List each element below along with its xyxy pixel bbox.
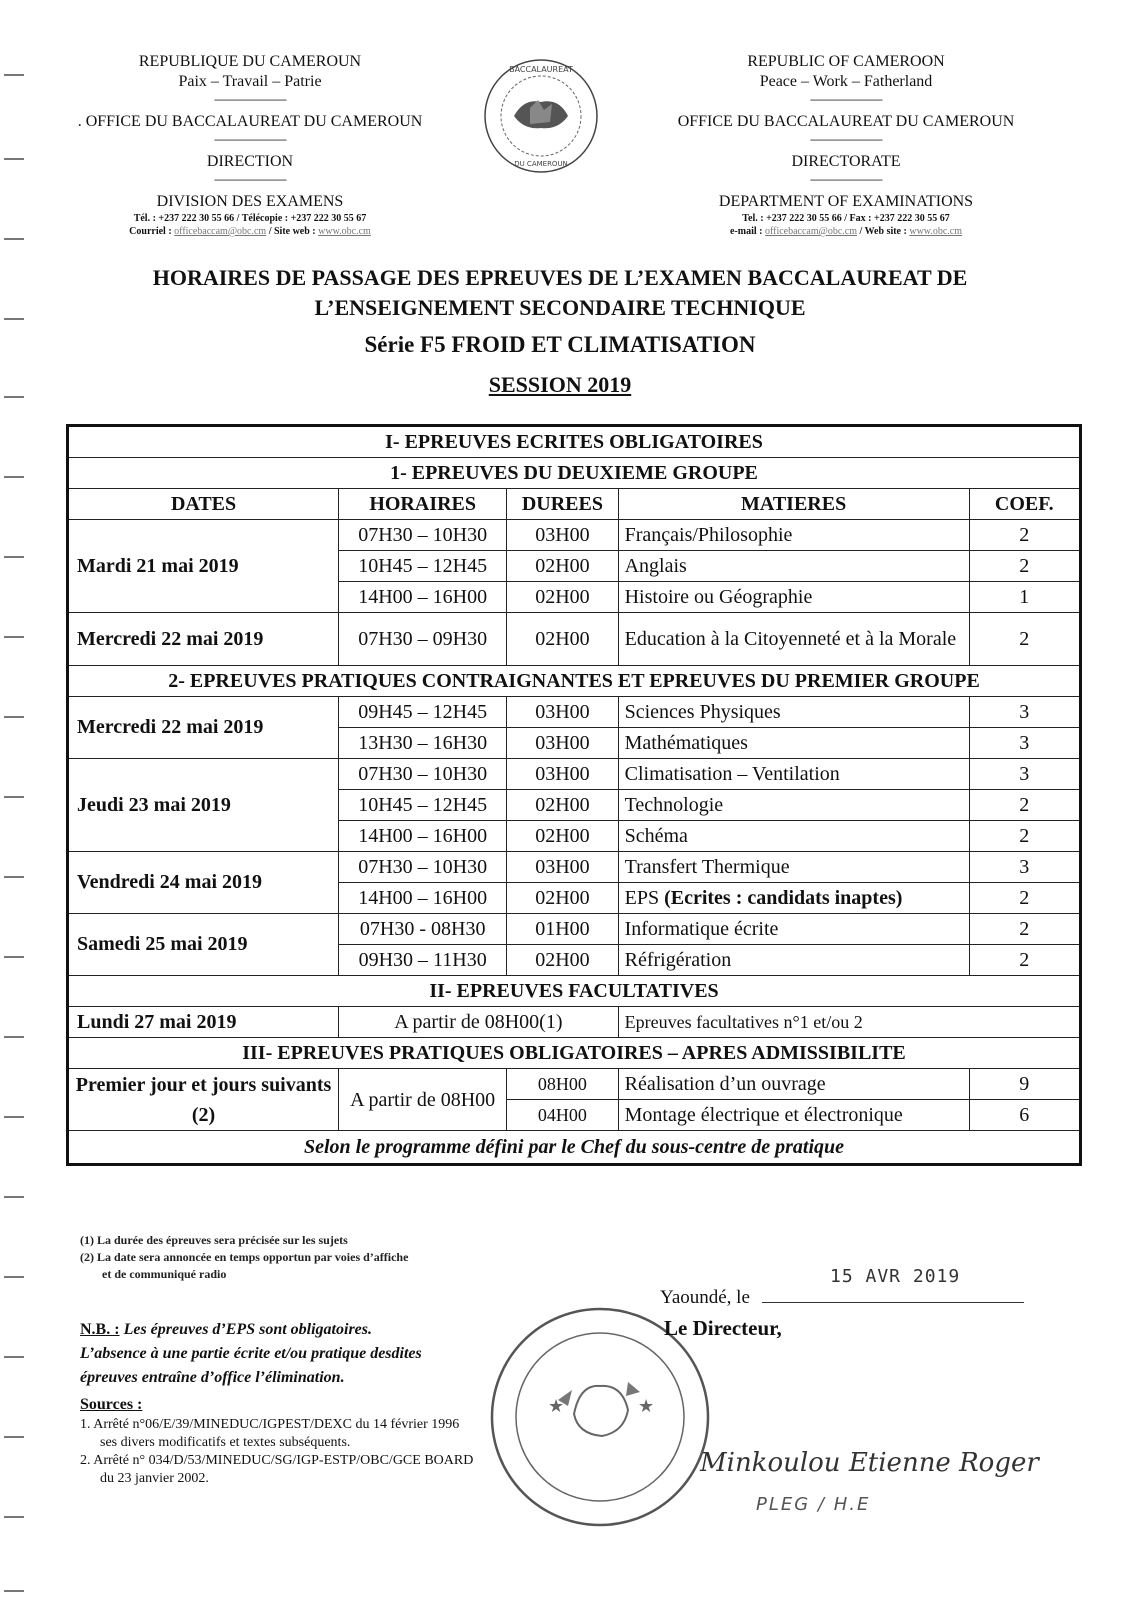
exam-date: Vendredi 24 mai 2019 bbox=[68, 852, 339, 914]
exam-subject: Montage électrique et électronique bbox=[618, 1100, 969, 1131]
exam-subject: Réalisation d’un ouvrage bbox=[618, 1069, 969, 1100]
exam-time: 07H30 – 10H30 bbox=[339, 520, 507, 551]
email-link[interactable]: officebaccam@obc.cm bbox=[764, 226, 858, 237]
nb-line3: épreuves entraîne d’office l’élimination. bbox=[80, 1369, 345, 1386]
exam-date: Premier jour et jours suivants (2) bbox=[68, 1069, 339, 1131]
exam-time: 14H00 – 16H00 bbox=[339, 883, 507, 914]
margin-tick bbox=[4, 636, 24, 638]
margin-tick bbox=[4, 74, 24, 76]
sources-label: Sources : bbox=[80, 1396, 143, 1413]
margin-tick bbox=[4, 1516, 24, 1518]
exam-coef: 3 bbox=[969, 852, 1080, 883]
column-header-matieres: MATIERES bbox=[618, 489, 969, 520]
nb-line2: L’absence à une partie écrite et/ou pratique desdites bbox=[80, 1345, 422, 1362]
exam-duration: 02H00 bbox=[507, 821, 618, 852]
exam-coef: 9 bbox=[969, 1069, 1080, 1100]
exam-subject: Schéma bbox=[618, 821, 969, 852]
margin-tick bbox=[4, 556, 24, 558]
exam-subject bbox=[618, 883, 969, 914]
exam-duration: 03H00 bbox=[507, 697, 618, 728]
exam-coef: 3 bbox=[969, 759, 1080, 790]
exam-time: 14H00 – 16H00 bbox=[339, 821, 507, 852]
exam-date: Lundi 27 mai 2019 bbox=[68, 1007, 339, 1038]
exam-duration: 08H00 bbox=[507, 1069, 618, 1100]
mail-label: Courriel : bbox=[129, 226, 175, 237]
exam-date: Jeudi 23 mai 2019 bbox=[68, 759, 339, 852]
margin-tick bbox=[4, 1356, 24, 1358]
exam-subject: Informatique écrite bbox=[618, 914, 969, 945]
exam-coef: 2 bbox=[969, 821, 1080, 852]
separator: ------------------------ bbox=[810, 172, 882, 186]
exam-time: 07H30 – 10H30 bbox=[339, 759, 507, 790]
office-name-en: OFFICE DU BACCALAUREAT DU CAMEROUN bbox=[677, 113, 1015, 130]
exam-time: 07H30 - 08H30 bbox=[339, 914, 507, 945]
site-label: / Site web : bbox=[266, 226, 319, 237]
source-1-continued: ses divers modificatifs et textes subséquents. bbox=[100, 1435, 351, 1450]
series-title: Série F5 FROID ET CLIMATISATION bbox=[364, 332, 756, 357]
source-2: 2. Arrêté n° 034/D/53/MINEDUC/SG/IGP-ESTP/OBC/GCE BOARD bbox=[80, 1453, 474, 1468]
exam-duration: 02H00 bbox=[507, 551, 618, 582]
exam-duration: 04H00 bbox=[507, 1100, 618, 1131]
exam-subject: Education à la Citoyenneté et à la Morale bbox=[618, 613, 969, 666]
exam-duration: 02H00 bbox=[507, 945, 618, 976]
exam-duration: 02H00 bbox=[507, 883, 618, 914]
column-header-dates: DATES bbox=[68, 489, 339, 520]
exam-time: 09H45 – 12H45 bbox=[339, 697, 507, 728]
date-stamp: 15 AVR 2019 bbox=[830, 1266, 961, 1287]
table-row bbox=[68, 613, 1081, 666]
exam-date: Mercredi 22 mai 2019 bbox=[68, 697, 339, 759]
separator: ------------------------ bbox=[214, 132, 286, 146]
exam-date: Mercredi 22 mai 2019 bbox=[68, 613, 339, 666]
exam-schedule-table bbox=[66, 424, 1082, 1166]
director-title: Le Directeur, bbox=[664, 1316, 782, 1340]
exam-subject: Mathématiques bbox=[618, 728, 969, 759]
contact-line-en bbox=[636, 225, 1056, 238]
exam-duration: 02H00 bbox=[507, 582, 618, 613]
session-title bbox=[60, 371, 1060, 399]
svg-text:★: ★ bbox=[548, 1396, 565, 1417]
contact-line-fr bbox=[40, 225, 460, 238]
margin-tick bbox=[4, 1116, 24, 1118]
exam-coef: 2 bbox=[969, 520, 1080, 551]
exam-subject: Histoire ou Géographie bbox=[618, 582, 969, 613]
table-header-row bbox=[68, 489, 1081, 520]
exam-time: A partir de 08H00 bbox=[339, 1069, 507, 1131]
section-heading: III- EPREUVES PRATIQUES OBLIGATOIRES – APRES ADMISSIBILITE bbox=[68, 1038, 1081, 1069]
exam-subject: Climatisation – Ventilation bbox=[618, 759, 969, 790]
table-row bbox=[68, 852, 1081, 883]
margin-tick bbox=[4, 716, 24, 718]
handwritten-signature: Minkoulou Etienne Roger bbox=[700, 1448, 1039, 1478]
exam-subject: Sciences Physiques bbox=[618, 697, 969, 728]
nb-label: N.B. : bbox=[80, 1321, 120, 1338]
margin-tick bbox=[4, 476, 24, 478]
motto-fr: Paix – Travail – Patrie bbox=[178, 73, 322, 90]
exam-subject: Transfert Thermique bbox=[618, 852, 969, 883]
exam-coef: 2 bbox=[969, 551, 1080, 582]
exam-time: 07H30 – 09H30 bbox=[339, 613, 507, 666]
exam-coef: 2 bbox=[969, 613, 1080, 666]
exam-coef: 3 bbox=[969, 697, 1080, 728]
exam-coef: 6 bbox=[969, 1100, 1080, 1131]
subsection-heading: 1- EPREUVES DU DEUXIEME GROUPE bbox=[68, 458, 1081, 489]
footnote-1: (1) La durée des épreuves sera précisée sur les sujets bbox=[80, 1233, 348, 1247]
exam-duration: 03H00 bbox=[507, 852, 618, 883]
directorate-en: DIRECTORATE bbox=[791, 153, 901, 170]
exam-coef: 3 bbox=[969, 728, 1080, 759]
exam-duration: 02H00 bbox=[507, 613, 618, 666]
table-row bbox=[68, 520, 1081, 551]
margin-tick bbox=[4, 158, 24, 160]
exam-coef: 2 bbox=[969, 790, 1080, 821]
place-label: Yaoundé, le bbox=[660, 1287, 750, 1308]
exam-time: 10H45 – 12H45 bbox=[339, 790, 507, 821]
office-name-fr: . OFFICE DU BACCALAUREAT DU CAMEROUN bbox=[77, 113, 423, 130]
document-title-line2: L’ENSEIGNEMENT SECONDAIRE TECHNIQUE bbox=[314, 295, 806, 320]
session-label: SESSION 2019 bbox=[488, 372, 632, 397]
margin-tick bbox=[4, 238, 24, 240]
exam-subject: Technologie bbox=[618, 790, 969, 821]
source-1: 1. Arrêté n°06/E/39/MINEDUC/IGPEST/DEXC du 14 février 1996 bbox=[80, 1417, 460, 1432]
exam-time: A partir de 08H00(1) bbox=[339, 1007, 619, 1038]
nota-bene bbox=[80, 1318, 510, 1390]
obc-seal-logo bbox=[482, 54, 600, 178]
table-row bbox=[68, 914, 1081, 945]
margin-tick bbox=[4, 1196, 24, 1198]
separator: ------------------------ bbox=[810, 132, 882, 146]
country-name-en: REPUBLIC OF CAMEROON bbox=[747, 53, 945, 70]
exam-time: 09H30 – 11H30 bbox=[339, 945, 507, 976]
margin-tick bbox=[4, 1436, 24, 1438]
exam-subject: Anglais bbox=[618, 551, 969, 582]
letterhead-left bbox=[40, 52, 460, 238]
separator: ------------------------ bbox=[214, 92, 286, 106]
exam-subject: Epreuves facultatives n°1 et/ou 2 bbox=[618, 1007, 1080, 1038]
section-heading: II- EPREUVES FACULTATIVES bbox=[68, 976, 1081, 1007]
exam-coef: 2 bbox=[969, 883, 1080, 914]
footnote-2: (2) La date sera annoncée en temps opportun par voies d’affiche bbox=[80, 1250, 409, 1264]
mail-label: e-mail : bbox=[729, 226, 765, 237]
source-2-continued: du 23 janvier 2002. bbox=[100, 1471, 209, 1486]
exam-duration: 02H00 bbox=[507, 790, 618, 821]
exam-time: 14H00 – 16H00 bbox=[339, 582, 507, 613]
section-heading: I- EPREUVES ECRITES OBLIGATOIRES bbox=[68, 426, 1081, 458]
table-row bbox=[68, 1007, 1081, 1038]
exam-duration: 03H00 bbox=[507, 759, 618, 790]
svg-text:BACCALAUREAT: BACCALAUREAT bbox=[509, 65, 573, 74]
document-title-line1: HORAIRES DE PASSAGE DES EPREUVES DE L’EXAMEN BACCALAUREAT DE bbox=[152, 265, 968, 290]
margin-tick bbox=[4, 1590, 24, 1592]
exam-duration: 03H00 bbox=[507, 728, 618, 759]
svg-text:DU CAMEROUN: DU CAMEROUN bbox=[514, 160, 568, 168]
motto-en: Peace – Work – Fatherland bbox=[759, 73, 933, 90]
site-label: / Web site : bbox=[857, 226, 910, 237]
website-link[interactable]: www.obc.cm bbox=[909, 226, 963, 237]
signer-rank: PLEG / H.E bbox=[756, 1494, 871, 1515]
department-en: DEPARTMENT OF EXAMINATIONS bbox=[718, 193, 974, 210]
exam-coef: 2 bbox=[969, 914, 1080, 945]
table-row bbox=[68, 759, 1081, 790]
separator: ------------------------ bbox=[214, 172, 286, 186]
margin-tick bbox=[4, 318, 24, 320]
exam-time: 10H45 – 12H45 bbox=[339, 551, 507, 582]
phone-line-fr: Tél. : +237 222 30 55 66 / Télécopie : +237 222 30 55 67 bbox=[133, 213, 367, 224]
svg-text:★: ★ bbox=[638, 1396, 655, 1417]
subject-name: EPS bbox=[624, 886, 665, 909]
exam-time: 13H30 – 16H30 bbox=[339, 728, 507, 759]
letterhead-right bbox=[636, 52, 1056, 238]
margin-tick bbox=[4, 876, 24, 878]
table-row bbox=[68, 697, 1081, 728]
exam-subject: Réfrigération bbox=[618, 945, 969, 976]
margin-tick bbox=[4, 1036, 24, 1038]
footnotes bbox=[80, 1232, 408, 1283]
website-link[interactable]: www.obc.cm bbox=[318, 226, 371, 237]
subject-note: (Ecrites : candidats inaptes) bbox=[664, 886, 903, 909]
subsection-heading: 2- EPREUVES PRATIQUES CONTRAIGNANTES ET EPREUVES DU PREMIER GROUPE bbox=[68, 666, 1081, 697]
email-link[interactable]: officebaccam@obc.cm bbox=[174, 226, 267, 237]
column-header-durees: DUREES bbox=[507, 489, 618, 520]
separator: ------------------------ bbox=[810, 92, 882, 106]
column-header-coef: COEF. bbox=[969, 489, 1080, 520]
exam-duration: 03H00 bbox=[507, 520, 618, 551]
column-header-horaires: HORAIRES bbox=[339, 489, 507, 520]
division-fr: DIVISION DES EXAMENS bbox=[156, 193, 344, 210]
margin-tick bbox=[4, 396, 24, 398]
margin-tick bbox=[4, 956, 24, 958]
exam-coef: 1 bbox=[969, 582, 1080, 613]
exam-date: Samedi 25 mai 2019 bbox=[68, 914, 339, 976]
nb-line1: Les épreuves d’EPS sont obligatoires. bbox=[119, 1321, 372, 1338]
direction-fr: DIRECTION bbox=[206, 153, 294, 170]
exam-time: 07H30 – 10H30 bbox=[339, 852, 507, 883]
phone-line-en: Tel. : +237 222 30 55 66 / Fax : +237 222 30 55 67 bbox=[742, 213, 950, 224]
exam-subject: Français/Philosophie bbox=[618, 520, 969, 551]
margin-tick bbox=[4, 796, 24, 798]
exam-date: Mardi 21 mai 2019 bbox=[68, 520, 339, 613]
table-row bbox=[68, 1069, 1081, 1100]
margin-tick bbox=[4, 1276, 24, 1278]
exam-duration: 01H00 bbox=[507, 914, 618, 945]
footnote-2-continued: et de communiqué radio bbox=[102, 1267, 227, 1281]
exam-coef: 2 bbox=[969, 945, 1080, 976]
table-footer-note: Selon le programme défini par le Chef du sous-centre de pratique bbox=[68, 1131, 1081, 1165]
country-name-fr: REPUBLIQUE DU CAMEROUN bbox=[138, 53, 362, 70]
